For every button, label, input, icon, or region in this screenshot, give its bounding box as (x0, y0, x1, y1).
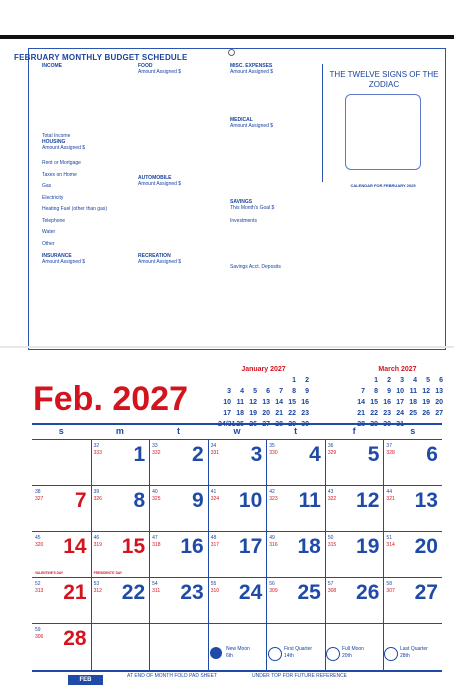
footer-text-2: UNDER TOP FOR FUTURE REFERENCE (252, 673, 348, 679)
day-number: 14 (63, 535, 87, 558)
day-of-year: 32 (93, 443, 100, 449)
mini-cal-day: 15 (288, 399, 296, 406)
mini-cal-day: 8 (374, 388, 378, 395)
day-number: 13 (414, 489, 438, 512)
day-of-year: 46 (93, 535, 100, 541)
mini-cal-day: 14 (275, 399, 283, 406)
mini-cal-day: 29 (288, 421, 296, 428)
day-of-year: 59 (35, 627, 41, 633)
mini-cal-day: 1 (374, 377, 378, 384)
days-remaining: 332 (152, 450, 161, 456)
sheet-divider (0, 346, 454, 348)
mini-cal-day (270, 375, 283, 386)
day-cell[interactable] (149, 578, 209, 624)
day-of-year: 52 (35, 581, 41, 587)
days-remaining: 333 (93, 450, 102, 456)
mini-cal-day: 12 (422, 388, 430, 395)
day-cell[interactable] (91, 440, 151, 486)
mini-cal-day: 19 (249, 410, 257, 417)
day-cell[interactable] (266, 486, 326, 532)
day-of-year: 45 (35, 535, 41, 541)
moon-icon (384, 647, 398, 661)
day-cell[interactable] (149, 532, 209, 578)
day-of-year: 40 (152, 489, 158, 495)
days-remaining: 309 (269, 588, 278, 594)
day-of-year: 35 (269, 443, 275, 449)
mini-cal-day: 11 (236, 399, 244, 406)
mini-cal-day: 28 (357, 421, 365, 428)
moon-label: Full Moon (342, 646, 364, 652)
day-number: 28 (63, 627, 87, 650)
day-number: 26 (356, 581, 380, 604)
mini-cal-day: 23 (301, 410, 309, 417)
mini-cal-jan: January 2027 1 2 3 4 5 6 7 8 9 10 11 12 13 14 15 16 17 18 19 20 21 22 23 24/31 25 26 27 28 29 30 (218, 366, 309, 428)
days-remaining: 318 (152, 542, 161, 548)
day-of-year: 37 (386, 443, 392, 449)
budget-title: FEBRUARY MONTHLY BUDGET SCHEDULE (14, 53, 188, 62)
weekday-label: s (58, 426, 64, 436)
day-of-year: 54 (152, 581, 158, 587)
mini-cal-day: 3 (400, 377, 404, 384)
day-cell[interactable] (32, 486, 92, 532)
day-cell[interactable] (208, 440, 268, 486)
insurance-section: INSURANCE Amount Assigned $ (42, 253, 86, 265)
mini-cal-day: 24 (396, 410, 404, 417)
day-of-year: 56 (269, 581, 275, 587)
mini-cal-day: 13 (262, 399, 270, 406)
mini-cal-row (352, 386, 443, 397)
recreation-section: RECREATION Amount Assigned $ (138, 253, 182, 265)
mini-cal-row (352, 375, 443, 386)
day-number: 16 (180, 535, 204, 558)
zodiac-panel (322, 64, 445, 182)
mini-cal-day: 7 (361, 388, 365, 395)
days-remaining: 311 (152, 588, 161, 594)
mini-cal-day: 30 (383, 421, 391, 428)
mini-cal-day: 26 (249, 421, 257, 428)
savings-section: SAVINGS This Month's Goal $ Investments Savings Acct. Deposits (230, 199, 281, 270)
auto-section: AUTOMOBILE Amount Assigned $ (138, 175, 182, 187)
mini-cal-row (218, 397, 309, 408)
mini-cal-day (352, 375, 365, 386)
zodiac-title: THE TWELVE SIGNS OF THE ZODIAC (329, 70, 439, 89)
mini-cal-row (218, 386, 309, 397)
month-tab: FEB (68, 675, 103, 685)
days-remaining: 320 (35, 542, 44, 548)
mini-cal-day: 10 (223, 399, 231, 406)
day-cell[interactable] (325, 578, 385, 624)
day-cell[interactable] (325, 440, 385, 486)
day-cell[interactable] (325, 486, 385, 532)
day-number: 5 (367, 443, 380, 466)
day-of-year: 50 (327, 535, 334, 541)
day-number: 21 (63, 581, 87, 604)
days-remaining: 325 (152, 496, 161, 502)
mini-cal-day: 6 (439, 377, 443, 384)
day-of-year: 41 (210, 489, 217, 495)
day-number: 7 (74, 489, 87, 512)
mini-cal-row (352, 397, 443, 408)
week-row (32, 531, 442, 578)
misc-section: MISC. EXPENSES Amount Assigned $ (230, 63, 274, 75)
mini-cal-day: 24/31 (218, 421, 236, 428)
moon-date: 28th (400, 653, 410, 659)
footer-text-1: AT END OF MONTH FOLD PAD SHEET (127, 673, 218, 679)
holiday-label: VALENTINE'S DAY (35, 571, 64, 575)
month-title: Feb. 2027 (33, 380, 188, 418)
day-number: 12 (356, 489, 380, 512)
days-remaining: 326 (93, 496, 102, 502)
top-binding (0, 35, 454, 39)
day-of-year: 47 (152, 535, 158, 541)
day-number: 11 (298, 489, 321, 512)
mini-cal-day: 27 (262, 421, 270, 428)
days-remaining: 316 (269, 542, 278, 548)
weekday-label: s (410, 426, 416, 436)
mini-cal-day (231, 375, 244, 386)
weekday-label: m (115, 426, 124, 436)
mini-cal-day: 9 (305, 388, 309, 395)
day-cell[interactable] (383, 440, 442, 486)
days-remaining: 313 (35, 588, 44, 594)
day-cell[interactable] (208, 578, 268, 624)
day-cell[interactable] (32, 440, 92, 486)
month-grid (32, 423, 442, 672)
housing-items: Rent or Mortgage Taxes on Home Gas Electricity Heating Fuel (other than gas) Telephone Water Other (42, 160, 108, 247)
days-remaining: 323 (269, 496, 278, 502)
day-number: 2 (192, 443, 204, 466)
days-remaining: 327 (35, 496, 44, 502)
mini-cal-day: 27 (435, 410, 443, 417)
moon-icon (210, 647, 222, 659)
mini-cal-day: 7 (279, 388, 283, 395)
day-number: 19 (356, 535, 380, 558)
mini-cal-day: 19 (422, 399, 430, 406)
day-cell[interactable] (383, 532, 442, 578)
mini-cal-day: 14 (357, 399, 365, 406)
mini-cal-day: 6 (266, 388, 270, 395)
mini-cal-day (218, 375, 231, 386)
days-remaining: 315 (327, 542, 337, 548)
mini-cal-day: 16 (383, 399, 391, 406)
calendar-footer (32, 670, 442, 684)
mini-cal-day: 2 (305, 377, 309, 384)
day-number: 18 (297, 535, 321, 558)
day-of-year: 39 (93, 489, 100, 495)
days-remaining: 331 (210, 450, 220, 456)
moon-label: First Quarter (284, 646, 313, 652)
moon-date: 6th (226, 653, 233, 659)
weekday-label: t (294, 426, 298, 436)
week-row (32, 485, 442, 532)
holiday-label: PRESIDENTS' DAY (93, 571, 123, 575)
day-cell[interactable] (208, 486, 268, 532)
days-remaining: 312 (93, 588, 102, 594)
mini-cal-day: 13 (435, 388, 443, 395)
mini-cal-day: 12 (249, 399, 257, 406)
zodiac-figure-icon (345, 94, 421, 170)
day-cell[interactable] (91, 532, 151, 578)
mini-cal-day: 31 (396, 421, 404, 428)
day-of-year: 36 (327, 443, 334, 449)
mini-cal-day: 5 (253, 388, 257, 395)
day-cell[interactable] (91, 486, 151, 532)
day-cell[interactable] (266, 532, 326, 578)
day-cell[interactable] (32, 578, 92, 624)
mini-cal-row (352, 408, 443, 419)
day-number: 3 (250, 443, 263, 466)
day-of-year: 48 (210, 535, 217, 541)
mini-cal-day: 15 (370, 399, 378, 406)
weekday-header (32, 426, 442, 440)
week-row (32, 439, 442, 486)
mini-cal-day: 2 (387, 377, 391, 384)
mini-cal-day: 11 (409, 388, 417, 395)
day-cell[interactable] (32, 532, 92, 578)
mini-cal-day: 25 (409, 410, 417, 417)
day-number: 15 (121, 535, 146, 558)
mini-cal-day: 17 (396, 399, 404, 406)
mini-cal-day: 26 (422, 410, 430, 417)
hanging-hole (228, 49, 235, 56)
moon-icon (268, 647, 282, 661)
moon-label: New Moon (226, 646, 250, 652)
mini-cal-day (257, 375, 270, 386)
day-of-year: 55 (210, 581, 217, 587)
day-number: 17 (238, 535, 263, 558)
mini-cal-day: 3 (227, 388, 231, 395)
day-number: 4 (309, 443, 321, 466)
weekday-label: w (233, 426, 241, 436)
day-number: 20 (414, 535, 438, 558)
day-number: 10 (238, 489, 263, 512)
moon-phases (32, 642, 442, 672)
income-section: INCOME (42, 63, 62, 69)
days-remaining: 310 (210, 588, 220, 594)
mini-cal-day: 17 (223, 410, 231, 417)
mini-cal-day: 9 (387, 388, 391, 395)
mini-cal-day: 23 (383, 410, 391, 417)
mini-cal-day: 20 (262, 410, 270, 417)
day-of-year: 44 (386, 489, 392, 495)
days-remaining: 314 (386, 542, 395, 548)
day-cell[interactable] (91, 578, 151, 624)
mini-cal-day: 30 (301, 421, 309, 428)
day-of-year: 49 (269, 535, 275, 541)
days-remaining: 307 (386, 588, 395, 594)
day-of-year: 34 (210, 443, 217, 449)
days-remaining: 319 (93, 542, 102, 548)
days-remaining: 324 (210, 496, 220, 502)
mini-cal-row (218, 375, 309, 386)
day-of-year: 38 (35, 489, 41, 495)
day-of-year: 53 (93, 581, 100, 587)
days-remaining: 329 (327, 450, 337, 456)
mini-cal-day: 21 (357, 410, 365, 417)
mini-cal-mar: March 2027 1 2 3 4 5 6 7 8 9 10 11 12 13 14 15 16 17 18 19 20 21 22 23 24 25 26 27 28 29 30 31 (352, 364, 443, 430)
mini-cal-day: 25 (236, 421, 244, 428)
day-cell[interactable] (325, 532, 385, 578)
days-remaining: 306 (35, 634, 44, 640)
days-remaining: 328 (386, 450, 395, 456)
week-row (32, 577, 442, 624)
day-number: 8 (133, 489, 146, 512)
moon-icon (326, 647, 340, 661)
mini-cal-day: 4 (240, 388, 244, 395)
mini-cal-day: 18 (236, 410, 244, 417)
day-cell[interactable] (149, 486, 209, 532)
day-number: 22 (121, 581, 146, 604)
day-of-year: 43 (327, 489, 334, 495)
day-cell[interactable] (383, 578, 442, 624)
day-of-year: 58 (386, 581, 392, 587)
mini-cal-day: 8 (292, 388, 296, 395)
days-remaining: 330 (269, 450, 278, 456)
mini-cal-day: 10 (396, 388, 404, 395)
medical-section: MEDICAL Amount Assigned $ (230, 117, 274, 129)
mini-cal-day: 20 (435, 399, 443, 406)
mini-cal-day: 4 (413, 377, 417, 384)
mini-cal-day: 22 (288, 410, 296, 417)
day-number: 23 (180, 581, 204, 604)
day-number: 9 (192, 489, 204, 512)
mini-cal-day: 1 (292, 377, 296, 384)
mini-cal-day: 22 (370, 410, 378, 417)
moon-label: Last Quarter (400, 646, 428, 652)
days-remaining: 317 (210, 542, 220, 548)
zodiac-calendar-title: CALENDAR FOR FEBRUARY 2025 (350, 183, 416, 188)
day-cell[interactable] (149, 440, 209, 486)
days-remaining: 321 (386, 496, 395, 502)
day-number: 27 (414, 581, 438, 604)
day-cell[interactable] (266, 440, 326, 486)
mini-cal-day: 28 (275, 421, 283, 428)
income-total: Total Income (42, 133, 71, 139)
weekday-label: f (352, 426, 356, 436)
mini-cal-day (244, 375, 257, 386)
mini-cal-day: 16 (301, 399, 309, 406)
mini-cal-day: 29 (370, 421, 378, 428)
day-number: 6 (426, 443, 438, 466)
housing-section: HOUSING Amount Assigned $ (42, 139, 86, 151)
days-remaining: 322 (327, 496, 337, 502)
food-section: FOOD Amount Assigned $ (138, 63, 182, 75)
moon-date: 14th (284, 653, 294, 659)
mini-cal-day: 5 (426, 377, 430, 384)
mini-cal-row (218, 408, 309, 419)
day-number: 1 (133, 443, 146, 466)
days-remaining: 308 (327, 588, 337, 594)
day-cell[interactable] (208, 532, 268, 578)
day-cell[interactable] (383, 486, 442, 532)
day-number: 25 (297, 581, 321, 604)
day-number: 24 (238, 581, 263, 604)
day-of-year: 57 (327, 581, 334, 587)
moon-date: 20th (342, 653, 352, 659)
day-cell[interactable] (266, 578, 326, 624)
weekday-label: t (176, 426, 180, 436)
mini-cal-day: 18 (409, 399, 417, 406)
mini-cal-day: 21 (275, 410, 283, 417)
day-of-year: 33 (152, 443, 158, 449)
day-of-year: 51 (386, 535, 392, 541)
day-of-year: 42 (269, 489, 275, 495)
